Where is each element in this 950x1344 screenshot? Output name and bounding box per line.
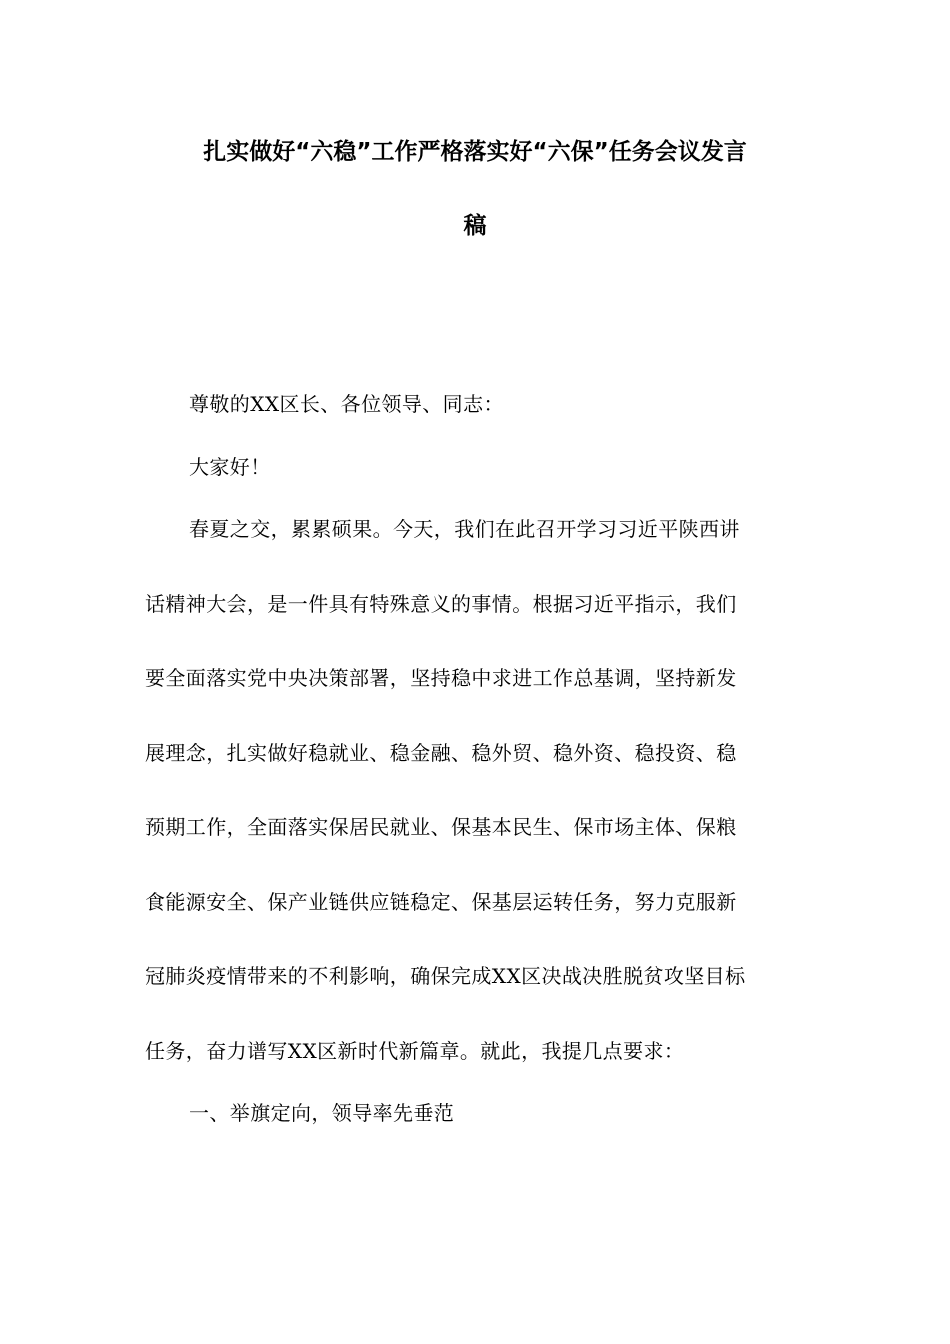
document-title-line-2: 稿: [463, 213, 487, 239]
paragraph-line: 预期工作，全面落实保居民就业、保基本民生、保市场主体、保粮: [145, 815, 737, 839]
greeting: 大家好！: [189, 455, 271, 479]
paragraph-line: 冠肺炎疫情带来的不利影响，确保完成XX区决战决胜脱贫攻坚目标: [145, 964, 746, 988]
paragraph-line: 春夏之交，累累硕果。今天，我们在此召开学习习近平陕西讲: [189, 517, 740, 541]
paragraph-line: 要全面落实党中央决策部署，坚持稳中求进工作总基调，坚持新发: [145, 666, 737, 690]
document-title-line-1: 扎实做好“六稳”工作严格落实好“六保”任务会议发言: [203, 139, 747, 165]
paragraph-line: 话精神大会，是一件具有特殊意义的事情。根据习近平指示，我们: [145, 592, 737, 616]
section-heading: 一、举旗定向，领导率先垂范: [189, 1101, 455, 1125]
paragraph-line: 食能源安全、保产业链供应链稳定、保基层运转任务，努力克服新: [145, 890, 737, 914]
paragraph-line: 展理念，扎实做好稳就业、稳金融、稳外贸、稳外资、稳投资、稳: [145, 741, 737, 765]
paragraph-line: 任务，奋力谱写XX区新时代新篇章。就此，我提几点要求：: [145, 1039, 685, 1063]
salutation: 尊敬的XX区长、各位领导、同志：: [189, 392, 504, 416]
